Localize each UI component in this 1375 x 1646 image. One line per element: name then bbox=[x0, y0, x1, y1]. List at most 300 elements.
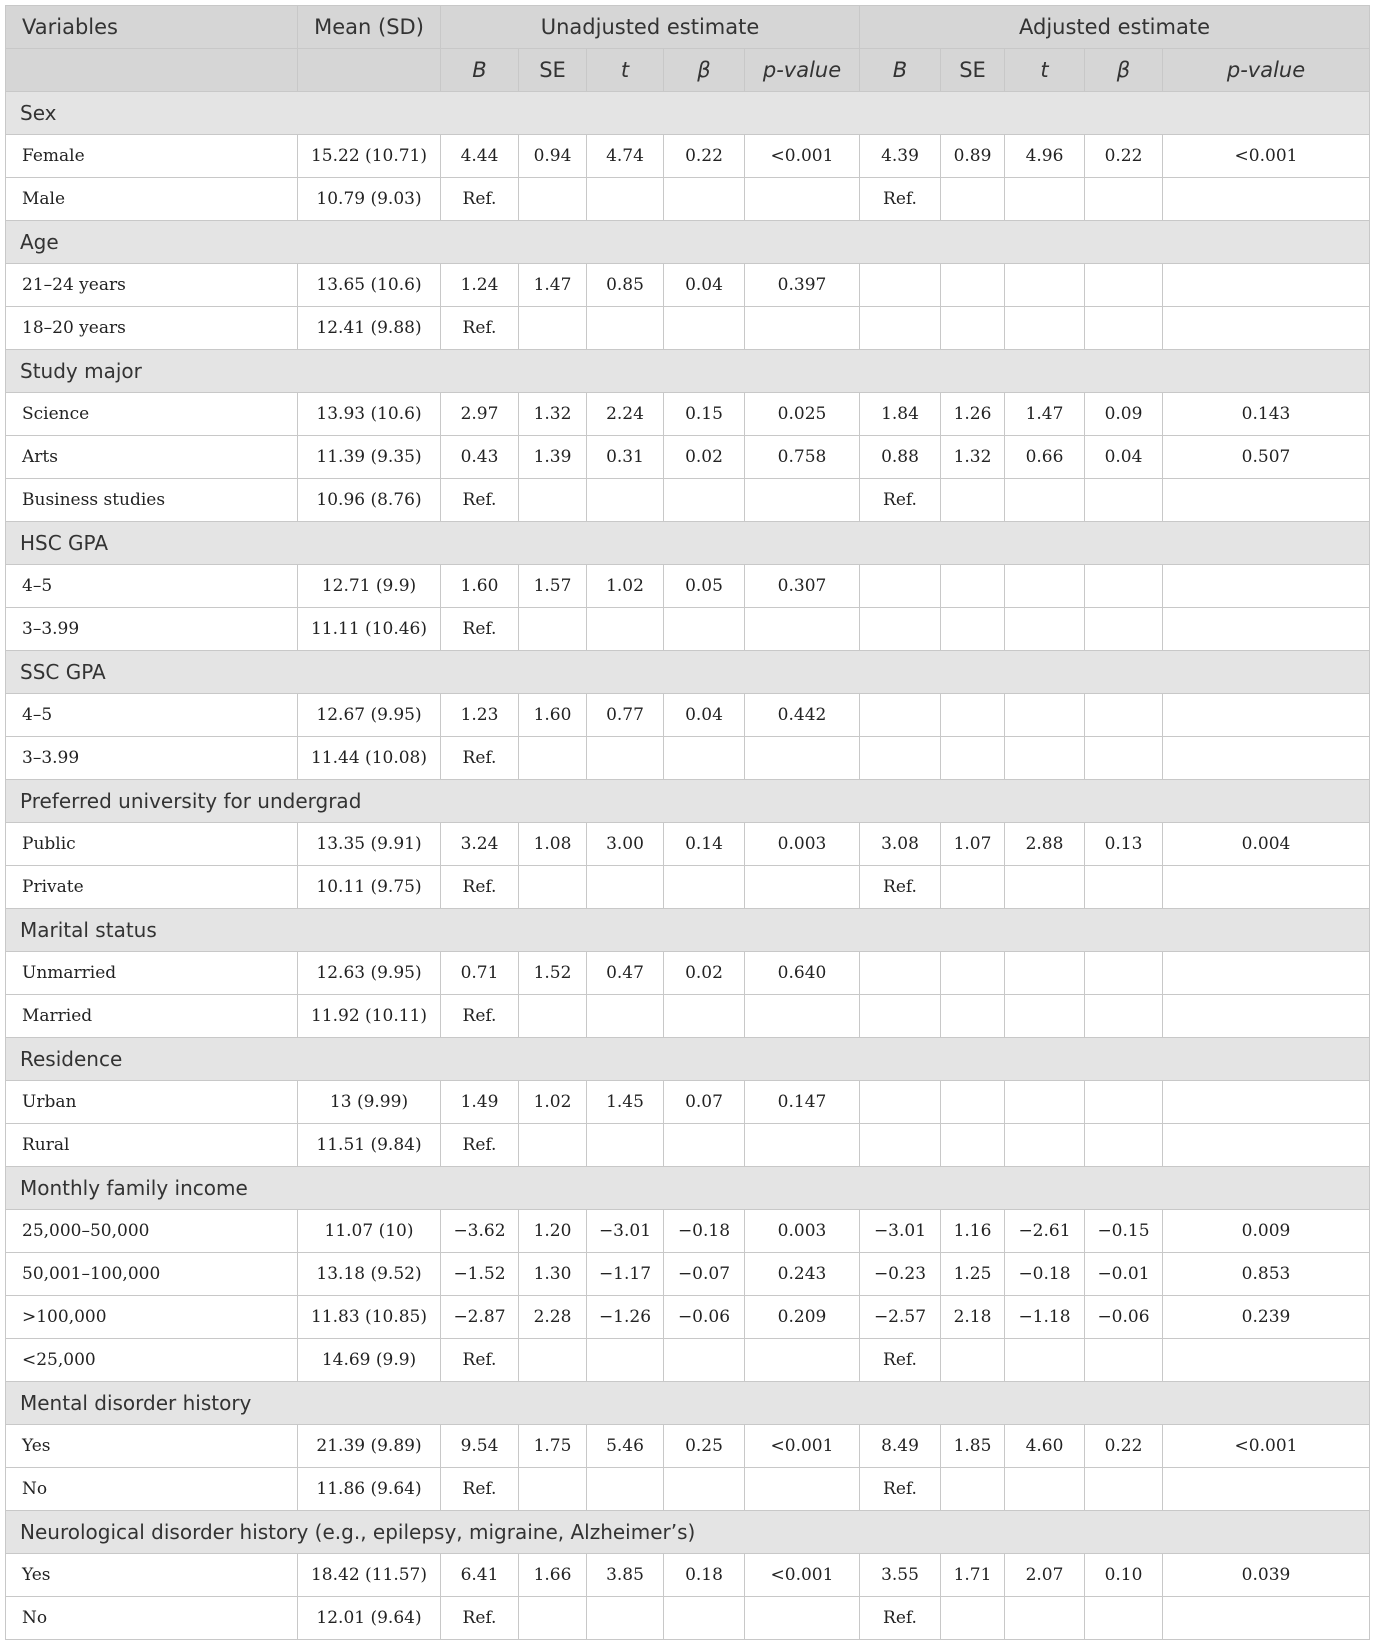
unadjusted-beta-header: β bbox=[664, 49, 745, 92]
unadjusted-t-cell bbox=[587, 178, 664, 221]
variables-header-blank bbox=[6, 49, 298, 92]
unadjusted-se-cell: 1.52 bbox=[519, 952, 587, 995]
adjusted-b-cell: −2.57 bbox=[860, 1296, 941, 1339]
unadjusted-se-cell: 1.60 bbox=[519, 694, 587, 737]
adjusted-p-value-cell bbox=[1163, 264, 1370, 307]
adjusted-b-cell: Ref. bbox=[860, 1468, 941, 1511]
unadjusted-beta-cell: 0.02 bbox=[664, 952, 745, 995]
adjusted-p-value-cell bbox=[1163, 1597, 1370, 1640]
unadjusted-beta-cell: 0.04 bbox=[664, 264, 745, 307]
adjusted-beta-cell bbox=[1085, 737, 1163, 780]
group-header-row bbox=[6, 1167, 1370, 1210]
unadjusted-b-cell: 1.24 bbox=[441, 264, 519, 307]
adjusted-t-cell bbox=[1005, 1468, 1085, 1511]
adjusted-p-value-cell: 0.039 bbox=[1163, 1554, 1370, 1597]
adjusted-estimate-header: Adjusted estimate bbox=[860, 6, 1370, 49]
unadjusted-se-cell bbox=[519, 1124, 587, 1167]
adjusted-b-cell: Ref. bbox=[860, 866, 941, 909]
unadjusted-t-cell: 1.02 bbox=[587, 565, 664, 608]
adjusted-t-header: t bbox=[1005, 49, 1085, 92]
variable-label-cell: Yes bbox=[6, 1425, 298, 1468]
unadjusted-t-cell bbox=[587, 1124, 664, 1167]
adjusted-beta-cell: 0.10 bbox=[1085, 1554, 1163, 1597]
unadjusted-beta-cell: 0.25 bbox=[664, 1425, 745, 1468]
adjusted-t-cell bbox=[1005, 178, 1085, 221]
header-row-top bbox=[6, 6, 1370, 49]
mean-sd-cell: 13.35 (9.91) bbox=[298, 823, 441, 866]
unadjusted-t-cell: 0.77 bbox=[587, 694, 664, 737]
table-row bbox=[6, 135, 1370, 178]
group-title: Monthly family income bbox=[6, 1167, 1370, 1210]
variable-label-cell: No bbox=[6, 1468, 298, 1511]
adjusted-b-cell bbox=[860, 608, 941, 651]
variable-label-cell: >100,000 bbox=[6, 1296, 298, 1339]
variable-label-cell: <25,000 bbox=[6, 1339, 298, 1382]
unadjusted-p-value-cell: <0.001 bbox=[745, 135, 860, 178]
table-row bbox=[6, 1425, 1370, 1468]
mean-sd-cell: 10.79 (9.03) bbox=[298, 178, 441, 221]
variable-label-cell: Rural bbox=[6, 1124, 298, 1167]
adjusted-se-cell bbox=[941, 565, 1005, 608]
table-row bbox=[6, 436, 1370, 479]
mean-sd-cell: 11.39 (9.35) bbox=[298, 436, 441, 479]
mean-sd-cell: 12.71 (9.9) bbox=[298, 565, 441, 608]
variable-label-cell: 4–5 bbox=[6, 565, 298, 608]
unadjusted-b-cell: Ref. bbox=[441, 737, 519, 780]
unadjusted-p-value-cell: 0.003 bbox=[745, 823, 860, 866]
unadjusted-t-cell bbox=[587, 1468, 664, 1511]
adjusted-beta-cell bbox=[1085, 1597, 1163, 1640]
adjusted-se-cell bbox=[941, 479, 1005, 522]
unadjusted-se-cell: 1.75 bbox=[519, 1425, 587, 1468]
unadjusted-p-value-cell bbox=[745, 1124, 860, 1167]
unadjusted-p-value-cell: <0.001 bbox=[745, 1554, 860, 1597]
mean-sd-cell: 13.93 (10.6) bbox=[298, 393, 441, 436]
table-row bbox=[6, 307, 1370, 350]
adjusted-se-cell: 1.26 bbox=[941, 393, 1005, 436]
unadjusted-p-value-cell: 0.243 bbox=[745, 1253, 860, 1296]
group-header-row bbox=[6, 1038, 1370, 1081]
adjusted-t-cell bbox=[1005, 1339, 1085, 1382]
group-title: Age bbox=[6, 221, 1370, 264]
adjusted-se-cell bbox=[941, 952, 1005, 995]
unadjusted-beta-cell bbox=[664, 1468, 745, 1511]
unadjusted-t-cell bbox=[587, 866, 664, 909]
unadjusted-se-cell: 1.08 bbox=[519, 823, 587, 866]
unadjusted-beta-cell: 0.14 bbox=[664, 823, 745, 866]
unadjusted-t-cell bbox=[587, 995, 664, 1038]
table-row bbox=[6, 565, 1370, 608]
adjusted-b-cell bbox=[860, 565, 941, 608]
unadjusted-p-value-cell: <0.001 bbox=[745, 1425, 860, 1468]
unadjusted-se-cell: 1.32 bbox=[519, 393, 587, 436]
unadjusted-p-value-cell bbox=[745, 608, 860, 651]
table-row bbox=[6, 1210, 1370, 1253]
adjusted-se-cell: 1.16 bbox=[941, 1210, 1005, 1253]
variable-label-cell: Male bbox=[6, 178, 298, 221]
mean-sd-cell: 12.01 (9.64) bbox=[298, 1597, 441, 1640]
adjusted-beta-cell bbox=[1085, 565, 1163, 608]
unadjusted-beta-cell bbox=[664, 178, 745, 221]
mean-sd-cell: 13.18 (9.52) bbox=[298, 1253, 441, 1296]
table-row bbox=[6, 1081, 1370, 1124]
unadjusted-p-value-cell bbox=[745, 1597, 860, 1640]
unadjusted-se-cell bbox=[519, 1597, 587, 1640]
unadjusted-se-cell: 1.39 bbox=[519, 436, 587, 479]
adjusted-beta-cell bbox=[1085, 307, 1163, 350]
variable-label-cell: Married bbox=[6, 995, 298, 1038]
group-header-row bbox=[6, 780, 1370, 823]
unadjusted-t-cell bbox=[587, 737, 664, 780]
variable-label-cell: Urban bbox=[6, 1081, 298, 1124]
adjusted-beta-cell bbox=[1085, 1468, 1163, 1511]
unadjusted-p-value-cell bbox=[745, 737, 860, 780]
adjusted-t-cell: 4.96 bbox=[1005, 135, 1085, 178]
adjusted-b-cell bbox=[860, 995, 941, 1038]
unadjusted-se-cell: 1.30 bbox=[519, 1253, 587, 1296]
adjusted-b-cell bbox=[860, 264, 941, 307]
unadjusted-beta-cell: 0.15 bbox=[664, 393, 745, 436]
adjusted-b-cell: 3.55 bbox=[860, 1554, 941, 1597]
unadjusted-beta-cell bbox=[664, 479, 745, 522]
unadjusted-se-cell bbox=[519, 995, 587, 1038]
adjusted-beta-cell bbox=[1085, 995, 1163, 1038]
unadjusted-p-value-header: p-value bbox=[745, 49, 860, 92]
unadjusted-b-cell: −2.87 bbox=[441, 1296, 519, 1339]
adjusted-p-value-cell bbox=[1163, 1468, 1370, 1511]
adjusted-t-cell bbox=[1005, 1081, 1085, 1124]
adjusted-beta-cell: 0.04 bbox=[1085, 436, 1163, 479]
adjusted-t-cell bbox=[1005, 479, 1085, 522]
adjusted-beta-cell bbox=[1085, 608, 1163, 651]
variable-label-cell: Yes bbox=[6, 1554, 298, 1597]
adjusted-p-value-cell: <0.001 bbox=[1163, 135, 1370, 178]
unadjusted-t-cell: 1.45 bbox=[587, 1081, 664, 1124]
adjusted-se-cell: 2.18 bbox=[941, 1296, 1005, 1339]
adjusted-t-cell bbox=[1005, 1597, 1085, 1640]
mean-sd-cell: 11.44 (10.08) bbox=[298, 737, 441, 780]
variable-label-cell: 3–3.99 bbox=[6, 737, 298, 780]
mean-sd-cell: 13.65 (10.6) bbox=[298, 264, 441, 307]
adjusted-se-header: SE bbox=[941, 49, 1005, 92]
adjusted-p-value-cell bbox=[1163, 866, 1370, 909]
unadjusted-beta-cell bbox=[664, 866, 745, 909]
adjusted-beta-cell bbox=[1085, 178, 1163, 221]
group-title: Mental disorder history bbox=[6, 1382, 1370, 1425]
mean-sd-cell: 13 (9.99) bbox=[298, 1081, 441, 1124]
unadjusted-beta-cell bbox=[664, 307, 745, 350]
unadjusted-t-cell: 3.00 bbox=[587, 823, 664, 866]
adjusted-beta-cell bbox=[1085, 694, 1163, 737]
table-body bbox=[6, 92, 1370, 1640]
unadjusted-p-value-cell: 0.307 bbox=[745, 565, 860, 608]
adjusted-beta-cell bbox=[1085, 264, 1163, 307]
adjusted-p-value-cell: 0.239 bbox=[1163, 1296, 1370, 1339]
mean-sd-header-blank bbox=[298, 49, 441, 92]
unadjusted-b-cell: 3.24 bbox=[441, 823, 519, 866]
adjusted-b-cell: 1.84 bbox=[860, 393, 941, 436]
adjusted-t-cell: −2.61 bbox=[1005, 1210, 1085, 1253]
adjusted-p-value-header: p-value bbox=[1163, 49, 1370, 92]
unadjusted-t-cell: 4.74 bbox=[587, 135, 664, 178]
adjusted-beta-cell bbox=[1085, 1124, 1163, 1167]
adjusted-p-value-cell: 0.009 bbox=[1163, 1210, 1370, 1253]
group-header-row bbox=[6, 1511, 1370, 1554]
mean-sd-cell: 10.11 (9.75) bbox=[298, 866, 441, 909]
unadjusted-b-cell: Ref. bbox=[441, 307, 519, 350]
unadjusted-p-value-cell bbox=[745, 1339, 860, 1382]
unadjusted-beta-cell: 0.04 bbox=[664, 694, 745, 737]
unadjusted-p-value-cell: 0.397 bbox=[745, 264, 860, 307]
mean-sd-cell: 21.39 (9.89) bbox=[298, 1425, 441, 1468]
unadjusted-t-cell bbox=[587, 1597, 664, 1640]
unadjusted-beta-cell: −0.18 bbox=[664, 1210, 745, 1253]
variables-header: Variables bbox=[6, 6, 298, 49]
mean-sd-cell: 14.69 (9.9) bbox=[298, 1339, 441, 1382]
unadjusted-b-cell: 1.23 bbox=[441, 694, 519, 737]
adjusted-p-value-cell bbox=[1163, 307, 1370, 350]
table-row bbox=[6, 1339, 1370, 1382]
adjusted-t-cell: 2.88 bbox=[1005, 823, 1085, 866]
adjusted-t-cell bbox=[1005, 307, 1085, 350]
mean-sd-cell: 11.51 (9.84) bbox=[298, 1124, 441, 1167]
unadjusted-p-value-cell bbox=[745, 479, 860, 522]
adjusted-se-cell bbox=[941, 307, 1005, 350]
unadjusted-se-cell bbox=[519, 1339, 587, 1382]
adjusted-b-cell: −0.23 bbox=[860, 1253, 941, 1296]
adjusted-se-cell bbox=[941, 608, 1005, 651]
variable-label-cell: 3–3.99 bbox=[6, 608, 298, 651]
unadjusted-b-cell: Ref. bbox=[441, 1124, 519, 1167]
group-title: Marital status bbox=[6, 909, 1370, 952]
adjusted-se-cell: 0.89 bbox=[941, 135, 1005, 178]
unadjusted-se-cell: 1.57 bbox=[519, 565, 587, 608]
unadjusted-b-cell: Ref. bbox=[441, 608, 519, 651]
group-title: Study major bbox=[6, 350, 1370, 393]
adjusted-se-cell bbox=[941, 737, 1005, 780]
unadjusted-beta-cell: −0.06 bbox=[664, 1296, 745, 1339]
adjusted-p-value-cell: 0.853 bbox=[1163, 1253, 1370, 1296]
adjusted-se-cell bbox=[941, 995, 1005, 1038]
adjusted-t-cell: 0.66 bbox=[1005, 436, 1085, 479]
variable-label-cell: 50,001–100,000 bbox=[6, 1253, 298, 1296]
adjusted-b-cell bbox=[860, 952, 941, 995]
unadjusted-p-value-cell: 0.025 bbox=[745, 393, 860, 436]
adjusted-p-value-cell bbox=[1163, 952, 1370, 995]
adjusted-b-cell: Ref. bbox=[860, 1597, 941, 1640]
unadjusted-b-cell: Ref. bbox=[441, 1597, 519, 1640]
unadjusted-b-cell: 2.97 bbox=[441, 393, 519, 436]
group-header-row bbox=[6, 221, 1370, 264]
adjusted-t-cell: 1.47 bbox=[1005, 393, 1085, 436]
unadjusted-t-cell: 2.24 bbox=[587, 393, 664, 436]
adjusted-beta-cell bbox=[1085, 866, 1163, 909]
unadjusted-b-cell: Ref. bbox=[441, 1468, 519, 1511]
adjusted-se-cell: 1.71 bbox=[941, 1554, 1005, 1597]
adjusted-se-cell: 1.32 bbox=[941, 436, 1005, 479]
unadjusted-beta-cell bbox=[664, 1597, 745, 1640]
group-title: Sex bbox=[6, 92, 1370, 135]
adjusted-b-cell: 4.39 bbox=[860, 135, 941, 178]
mean-sd-cell: 11.83 (10.85) bbox=[298, 1296, 441, 1339]
unadjusted-beta-cell bbox=[664, 737, 745, 780]
unadjusted-b-cell: 9.54 bbox=[441, 1425, 519, 1468]
variable-label-cell: Unmarried bbox=[6, 952, 298, 995]
table-header bbox=[6, 6, 1370, 92]
mean-sd-cell: 11.11 (10.46) bbox=[298, 608, 441, 651]
table-row bbox=[6, 866, 1370, 909]
table-row bbox=[6, 393, 1370, 436]
table-row bbox=[6, 694, 1370, 737]
adjusted-se-cell bbox=[941, 1081, 1005, 1124]
unadjusted-se-cell bbox=[519, 866, 587, 909]
adjusted-t-cell: −0.18 bbox=[1005, 1253, 1085, 1296]
unadjusted-beta-cell: −0.07 bbox=[664, 1253, 745, 1296]
unadjusted-b-cell: Ref. bbox=[441, 995, 519, 1038]
unadjusted-beta-cell: 0.05 bbox=[664, 565, 745, 608]
adjusted-b-cell bbox=[860, 694, 941, 737]
unadjusted-t-cell: 5.46 bbox=[587, 1425, 664, 1468]
adjusted-t-cell: 4.60 bbox=[1005, 1425, 1085, 1468]
adjusted-se-cell bbox=[941, 178, 1005, 221]
adjusted-p-value-cell bbox=[1163, 1081, 1370, 1124]
adjusted-beta-cell: −0.15 bbox=[1085, 1210, 1163, 1253]
unadjusted-p-value-cell bbox=[745, 1468, 860, 1511]
table-row bbox=[6, 1554, 1370, 1597]
adjusted-se-cell bbox=[941, 1124, 1005, 1167]
adjusted-b-cell bbox=[860, 1081, 941, 1124]
adjusted-t-cell bbox=[1005, 565, 1085, 608]
adjusted-b-header: B bbox=[860, 49, 941, 92]
unadjusted-b-cell: −1.52 bbox=[441, 1253, 519, 1296]
unadjusted-se-cell: 1.47 bbox=[519, 264, 587, 307]
unadjusted-p-value-cell: 0.147 bbox=[745, 1081, 860, 1124]
variable-label-cell: Business studies bbox=[6, 479, 298, 522]
table-row bbox=[6, 1124, 1370, 1167]
unadjusted-b-cell: 1.49 bbox=[441, 1081, 519, 1124]
adjusted-b-cell: Ref. bbox=[860, 178, 941, 221]
unadjusted-beta-cell: 0.02 bbox=[664, 436, 745, 479]
adjusted-beta-cell: 0.22 bbox=[1085, 1425, 1163, 1468]
unadjusted-se-cell bbox=[519, 608, 587, 651]
unadjusted-p-value-cell bbox=[745, 307, 860, 350]
unadjusted-t-cell bbox=[587, 479, 664, 522]
unadjusted-b-header: B bbox=[441, 49, 519, 92]
adjusted-p-value-cell: <0.001 bbox=[1163, 1425, 1370, 1468]
unadjusted-beta-cell: 0.22 bbox=[664, 135, 745, 178]
mean-sd-cell: 10.96 (8.76) bbox=[298, 479, 441, 522]
adjusted-p-value-cell bbox=[1163, 479, 1370, 522]
adjusted-beta-cell: −0.01 bbox=[1085, 1253, 1163, 1296]
adjusted-beta-cell bbox=[1085, 1081, 1163, 1124]
table-row bbox=[6, 479, 1370, 522]
group-header-row bbox=[6, 522, 1370, 565]
unadjusted-b-cell: 6.41 bbox=[441, 1554, 519, 1597]
unadjusted-se-cell bbox=[519, 737, 587, 780]
unadjusted-b-cell: 4.44 bbox=[441, 135, 519, 178]
adjusted-t-cell bbox=[1005, 264, 1085, 307]
variable-label-cell: 21–24 years bbox=[6, 264, 298, 307]
adjusted-b-cell: 8.49 bbox=[860, 1425, 941, 1468]
unadjusted-beta-cell bbox=[664, 1124, 745, 1167]
unadjusted-se-cell: 1.20 bbox=[519, 1210, 587, 1253]
table-row bbox=[6, 608, 1370, 651]
unadjusted-t-cell: −1.26 bbox=[587, 1296, 664, 1339]
unadjusted-se-cell bbox=[519, 479, 587, 522]
variable-label-cell: Female bbox=[6, 135, 298, 178]
adjusted-t-cell bbox=[1005, 694, 1085, 737]
table-row bbox=[6, 995, 1370, 1038]
mean-sd-cell: 11.86 (9.64) bbox=[298, 1468, 441, 1511]
unadjusted-se-cell bbox=[519, 178, 587, 221]
adjusted-p-value-cell bbox=[1163, 995, 1370, 1038]
variable-label-cell: Private bbox=[6, 866, 298, 909]
unadjusted-p-value-cell bbox=[745, 866, 860, 909]
variable-label-cell: No bbox=[6, 1597, 298, 1640]
adjusted-p-value-cell bbox=[1163, 694, 1370, 737]
group-title: Preferred university for undergrad bbox=[6, 780, 1370, 823]
table-row bbox=[6, 1468, 1370, 1511]
unadjusted-se-cell: 1.02 bbox=[519, 1081, 587, 1124]
variable-label-cell: Public bbox=[6, 823, 298, 866]
unadjusted-t-cell: 0.47 bbox=[587, 952, 664, 995]
adjusted-t-cell bbox=[1005, 737, 1085, 780]
unadjusted-t-header: t bbox=[587, 49, 664, 92]
table-row bbox=[6, 1253, 1370, 1296]
group-title: Residence bbox=[6, 1038, 1370, 1081]
adjusted-t-cell: −1.18 bbox=[1005, 1296, 1085, 1339]
unadjusted-b-cell: 0.71 bbox=[441, 952, 519, 995]
adjusted-b-cell bbox=[860, 737, 941, 780]
adjusted-beta-cell bbox=[1085, 1339, 1163, 1382]
unadjusted-se-header: SE bbox=[519, 49, 587, 92]
mean-sd-header: Mean (SD) bbox=[298, 6, 441, 49]
unadjusted-p-value-cell bbox=[745, 178, 860, 221]
adjusted-se-cell: 1.85 bbox=[941, 1425, 1005, 1468]
table-row bbox=[6, 737, 1370, 780]
adjusted-se-cell bbox=[941, 1597, 1005, 1640]
group-header-row bbox=[6, 92, 1370, 135]
mean-sd-cell: 11.92 (10.11) bbox=[298, 995, 441, 1038]
mean-sd-cell: 12.41 (9.88) bbox=[298, 307, 441, 350]
unadjusted-b-cell: Ref. bbox=[441, 178, 519, 221]
variable-label-cell: Arts bbox=[6, 436, 298, 479]
table-row bbox=[6, 264, 1370, 307]
variable-label-cell: 25,000–50,000 bbox=[6, 1210, 298, 1253]
adjusted-t-cell bbox=[1005, 608, 1085, 651]
mean-sd-cell: 11.07 (10) bbox=[298, 1210, 441, 1253]
adjusted-t-cell bbox=[1005, 866, 1085, 909]
unadjusted-t-cell: 0.85 bbox=[587, 264, 664, 307]
adjusted-t-cell bbox=[1005, 952, 1085, 995]
adjusted-b-cell: 0.88 bbox=[860, 436, 941, 479]
unadjusted-beta-cell bbox=[664, 608, 745, 651]
regression-table bbox=[5, 5, 1370, 1640]
adjusted-beta-cell: 0.13 bbox=[1085, 823, 1163, 866]
group-title: HSC GPA bbox=[6, 522, 1370, 565]
unadjusted-beta-cell: 0.07 bbox=[664, 1081, 745, 1124]
adjusted-p-value-cell bbox=[1163, 737, 1370, 780]
adjusted-p-value-cell: 0.143 bbox=[1163, 393, 1370, 436]
table-row bbox=[6, 823, 1370, 866]
unadjusted-b-cell: Ref. bbox=[441, 866, 519, 909]
mean-sd-cell: 12.63 (9.95) bbox=[298, 952, 441, 995]
adjusted-se-cell bbox=[941, 866, 1005, 909]
adjusted-p-value-cell: 0.004 bbox=[1163, 823, 1370, 866]
unadjusted-t-cell bbox=[587, 307, 664, 350]
unadjusted-p-value-cell: 0.640 bbox=[745, 952, 860, 995]
adjusted-p-value-cell bbox=[1163, 565, 1370, 608]
